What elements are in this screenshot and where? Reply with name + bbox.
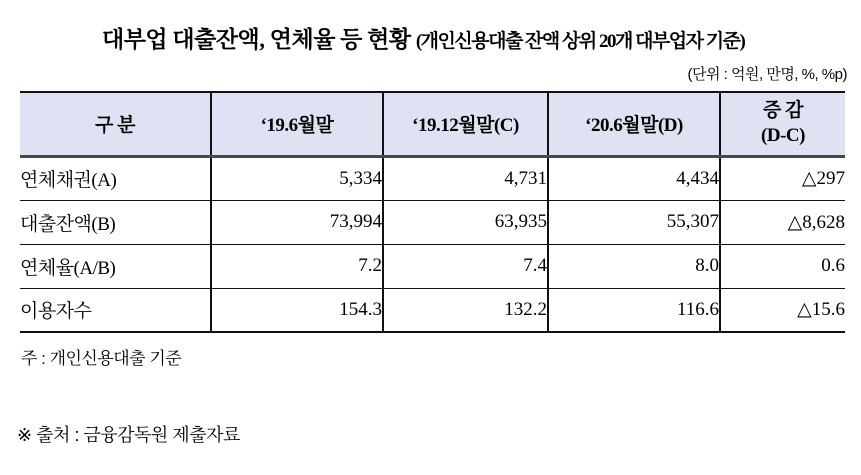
row-label: 연체채권(A) (20, 156, 211, 200)
col-header-jun-2019: ‘19.6월말 (211, 92, 383, 156)
report-page (0, 21, 861, 447)
value-change: △15.6 (720, 288, 845, 332)
col-header-category: 구 분 (20, 92, 211, 156)
value-jun-2019: 5,334 (211, 156, 383, 200)
page-title-main: 대부업 대출잔액, 연체율 등 현황 (102, 27, 411, 52)
row-label: 이용자수 (20, 288, 211, 332)
value-jun-2020: 116.6 (548, 288, 720, 332)
value-jun-2019: 73,994 (211, 200, 383, 244)
page-title (102, 21, 851, 54)
value-change: △8,628 (720, 200, 845, 244)
value-jun-2019: 7.2 (211, 244, 383, 288)
value-dec-2019: 63,935 (383, 200, 548, 244)
col-header-jun-2020: ‘20.6월말(D) (548, 92, 720, 156)
value-jun-2019: 154.3 (211, 288, 383, 332)
value-dec-2019: 4,731 (383, 156, 548, 200)
footnote: 주 : 개인신용대출 기준 (21, 349, 182, 368)
col-header-dec-2019: ‘19.12월말(C) (383, 92, 548, 156)
page-title-qualifier: (개인신용대출 잔액 상위 20개 대부업자 기준) (415, 31, 745, 52)
value-dec-2019: 7.4 (383, 244, 548, 288)
value-change: △297 (720, 156, 845, 200)
value-jun-2020: 55,307 (548, 200, 720, 244)
source-note: ※ 출처 : 금융감독원 제출자료 (17, 425, 240, 445)
value-jun-2020: 8.0 (548, 244, 720, 288)
row-label: 대출잔액(B) (20, 200, 211, 244)
table-row-delinquency-rate (20, 244, 845, 288)
col-header-change (720, 92, 845, 156)
table-row-overdue-bonds (20, 156, 845, 200)
loan-status-table (20, 91, 845, 333)
value-dec-2019: 132.2 (383, 288, 548, 332)
header-row (20, 92, 845, 156)
table-row-loan-balance (20, 200, 845, 244)
table-body (20, 156, 845, 332)
units-note: (단위 : 억원, 만명, %, %p) (687, 66, 847, 83)
col-header-change-sublabel: (D-C) (761, 124, 805, 146)
value-jun-2020: 4,434 (548, 156, 720, 200)
value-change: 0.6 (720, 244, 845, 288)
col-header-change-label: 증 감 (763, 100, 803, 122)
row-label: 연체율(A/B) (20, 244, 211, 288)
table-header (20, 92, 845, 156)
table-row-user-count (20, 288, 845, 332)
